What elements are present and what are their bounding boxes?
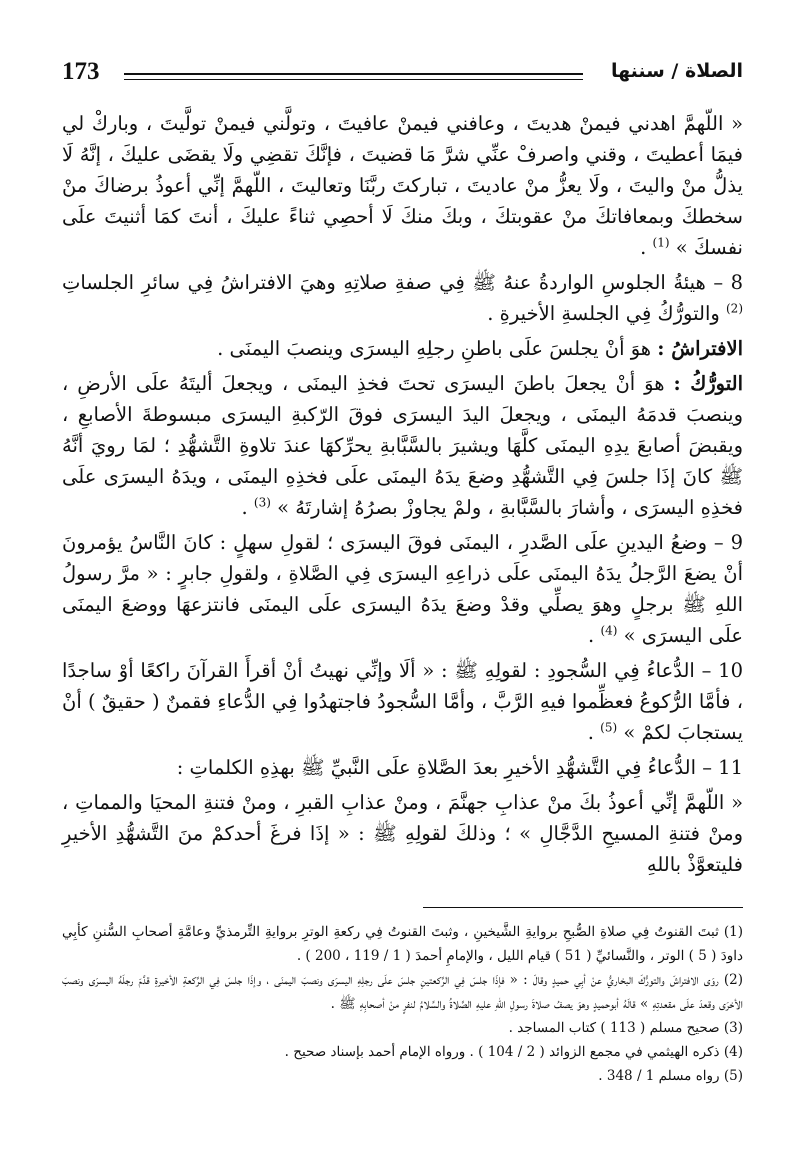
tawarruk-term: التورُّكُ :	[673, 372, 744, 395]
footnote-3: (3) صحيح مسلم ( 113 ) كتاب المساجد .	[508, 1020, 743, 1036]
page-number: 173	[62, 58, 100, 85]
footnote-1: (1) ثبتَ القنوتُ فِي صلاةِ الصُّبحِ بروايةِ الشَّيخينِ ، وثبتَ القنوتُ فِي ركعةِ الوترِ بروايةِ التِّرمذيِّ وعامَّةِ أصحابِ السُّننِ كأبِي داودَ ( 5 ) الوتر ، والنَّسائيِّ ( 51 ) قيام الليل ، والإمامِ أحمدَ ( 1 / 119 ، 200 ) .	[62, 924, 743, 964]
footnotes	[62, 920, 743, 1088]
tawarruk-definition: التورُّكُ : هوَ أنْ يجعلَ باطنَ اليسرَى تحتَ فخذِ اليمنَى ، ويجعلَ أليتَهُ علَى الأرضِ ، وينصبَ قدمَهُ اليمنَى ، ويجعلَ اليدَ اليسرَى فوقَ الرّكبةِ اليسرَى مبسوطةَ الأصابعِ ، ويقبضَ أصابعَ يدِهِ اليمنَى كلَّهَا ويشيرَ بالسَّبَّابةِ يحرِّكهَا عندَ تلاوةِ التَّشهُّدِ ؛ لمَا رويَ أنَّهُ ﷺ كانَ إذَا جلسَ فِي التَّشهُّدِ وضعَ يدَهُ اليمنَى علَى فخذِهِ اليمنَى ، ويدَهُ اليسرَى علَى فخذِهِ اليسرَى ، وأشارَ بالسَّبَّابةِ ، ولمْ يجاوزْ بصرُهُ إشارتَهُ » $^{(3)}$ .	[62, 372, 744, 519]
footnote-ref-3: (3)	[253, 495, 271, 510]
tashahhud-dua-paragraph: « اللّهمَّ إنِّي أعوذُ بكَ منْ عذابِ جهنَّمَ ، ومنْ عذابِ القبرِ ، ومنْ فتنةِ المحيَا والمماتِ ، ومنْ فتنةِ المسيحِ الدَّجَّالِ » ؛ وذلكَ لقولِهِ ﷺ : « إذَا فرغَ أحدكمْ منَ التَّشهُّدِ الأخيرِ فليتعوَّذْ باللهِ	[62, 791, 743, 876]
iftirash-term: الافتراشُ :	[657, 337, 743, 360]
footnote-5: (5) رواه مسلم 1 / 348 .	[598, 1068, 743, 1084]
qunut-dua-paragraph: « اللّهمَّ اهدني فيمنْ هديتَ ، وعافني فيمنْ عافيتَ ، وتولَّني فيمنْ تولَّيتَ ، وباركْ لي فيمَا أعطيتَ ، وقني واصرفْ عنِّي شرَّ مَا قضيتَ ، فإنَّكَ تقضِي ولَا يقضَى عليكَ ، إنَّهُ لَا يذلُّ منْ واليتَ ، ولَا يعزُّ منْ عاديتَ ، تباركتَ ربَّنَا وتعاليتَ ، اللّهمَّ إنِّي أعوذُ برضاكَ منْ سخطكَ وبمعافاتكَ منْ عقوبتكَ ، وبكَ منكَ لَا أحصِي ثناءً عليكَ ، أنتَ كمَا أثنيتَ علَى نفسكَ » $^{(1)}$ .	[62, 112, 743, 259]
footnote-ref-4: (4)	[600, 623, 618, 638]
item-11-paragraph: 11 – الدُّعاءُ فِي التَّشهُّدِ الأخيرِ بعدَ الصَّلاةِ علَى النَّبيِّ ﷺ بهذِهِ الكلماتِ :	[176, 756, 743, 779]
footnote-ref-5: (5)	[600, 720, 618, 735]
footnote-separator	[423, 907, 743, 908]
footnote-4: (4) ذكره الهيثمي في مجمع الزوائد ( 2 / 104 ) . ورواه الإمام أحمد بإسناد صحيح .	[284, 1044, 743, 1060]
item-10-paragraph: 10 – الدُّعاءُ فِي السُّجودِ : لقولِهِ ﷺ : « ألَا وإنِّي نهيتُ أنْ أقرأَ القرآنَ راكعًا أوْ ساجدًا ، فأمَّا الرُّكوعُ فعظِّموا فيهِ الرَّبَّ ، وأمَّا السُّجودُ فاجتهدُوا فِي الدُّعاءِ فقمنٌ ( حقيقٌ ) أنْ يستجابَ لكمْ » $^{(5)}$ .	[62, 659, 743, 744]
page-header	[62, 58, 743, 92]
footnote-2: (2) روَى الافتراشَ والتورُّكَ البخاريُّ عنْ أبِي حميدٍ وقالَ : « فإذَا جلسَ فِي الرَّكعتينِ جلسَ علَى رجلِهِ اليسرَى ونصبَ اليمنَى ، وإذَا جلسَ فِي الرَّكعةِ الأخيرةِ قدَّمَ رجلَهُ اليسرَى ونصبَ الأخرَى وقعدَ علَى مقعدتِهِ » قالَهُ أبوحميدٍ وهوَ يصفُ صلاةَ رسولِ اللهِ عليهِ الصَّلاةُ والسَّلامُ لنفرٍ منْ أصحابِهِ ﷺ .	[62, 972, 743, 1012]
running-title: الصلاة / سننها	[610, 60, 743, 82]
header-rule-thin	[124, 79, 583, 80]
main-text	[62, 108, 743, 884]
footnote-ref-2: (2)	[725, 301, 743, 316]
footnote-ref-1: (1)	[652, 235, 670, 250]
iftirash-definition: الافتراشُ : هوَ أنْ يجلسَ علَى باطنِ رجلِهِ اليسرَى وينصبَ اليمنَى .	[217, 337, 743, 360]
item-8-paragraph: 8 – هيئةُ الجلوسِ الواردةُ عنهُ ﷺ فِي صفةِ صلاتِهِ وهيَ الافتراشُ فِي سائرِ الجلساتِ $^{(2)}$ والتورُّكُ فِي الجلسةِ الأخيرةِ .	[62, 271, 743, 325]
header-rule	[124, 73, 583, 75]
item-9-paragraph: 9 – وضعُ اليدينِ علَى الصَّدرِ ، اليمنَى فوقَ اليسرَى ؛ لقولِ سهلٍ : كانَ النَّاسُ يؤمرونَ أنْ يضعَ الرَّجلُ يدَهُ اليمنَى علَى ذراعِهِ اليسرَى فِي الصَّلاةِ ، ولقولِ جابرٍ : « مرَّ رسولُ اللهِ ﷺ برجلٍ وهوَ يصلِّي وقدْ وضعَ يدَهُ اليسرَى علَى اليمنَى فانتزعهَا ووضعَ اليمنَى علَى اليسرَى » $^{(4)}$ .	[62, 531, 743, 647]
